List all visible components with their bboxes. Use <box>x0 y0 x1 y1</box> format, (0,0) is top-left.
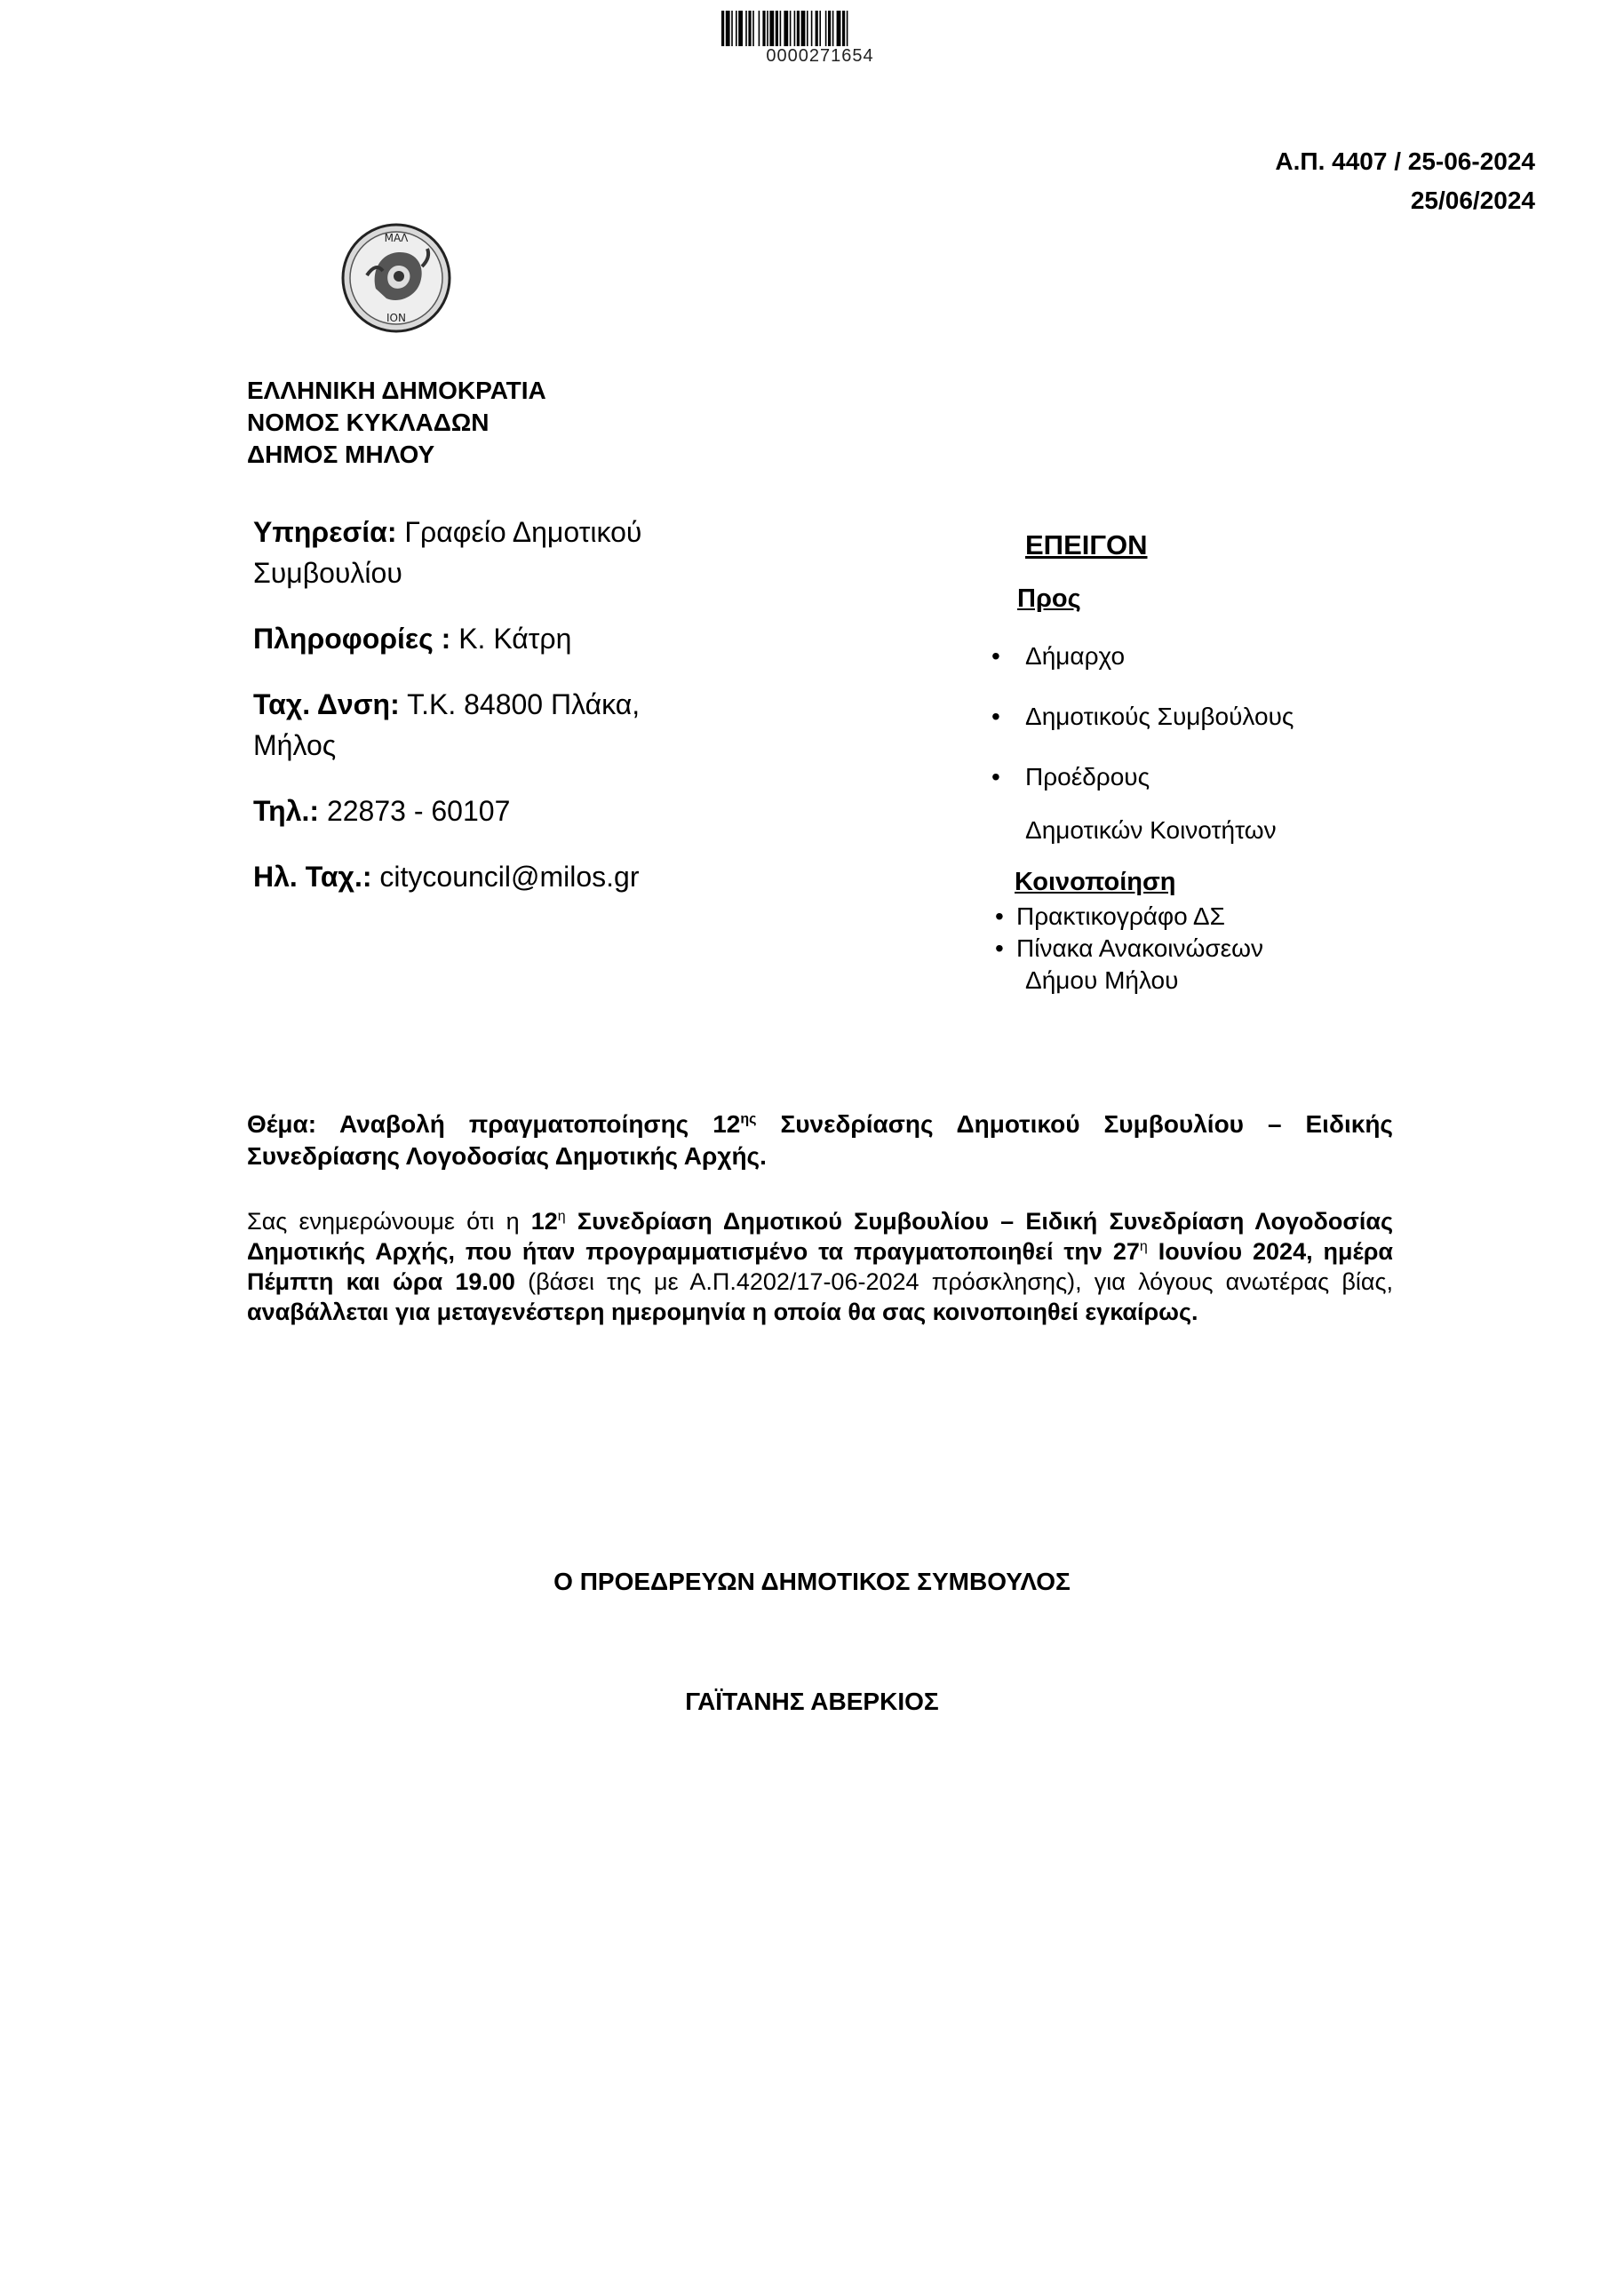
organization-header <box>247 375 546 471</box>
email-row <box>253 856 724 897</box>
to-list <box>986 642 1466 845</box>
phone-value: 22873 - 60107 <box>326 795 511 827</box>
recipients-block <box>986 529 1466 997</box>
address-value: Τ.Κ. 84800 Πλάκα, Μήλος <box>253 688 641 761</box>
cc-item: • Πρακτικογράφο ΔΣ <box>986 901 1466 933</box>
address-label: Ταχ. Δνση: <box>253 688 400 720</box>
body-paragraph <box>247 1206 1393 1327</box>
cc-item: • Πίνακα Ανακοινώσεων <box>986 933 1466 965</box>
protocol-block <box>1275 142 1535 220</box>
subject-ordinal: ης <box>740 1111 757 1127</box>
info-row <box>253 618 724 659</box>
cc-item-continuation: Δήμου Μήλου <box>1025 966 1179 994</box>
municipal-seal-icon <box>340 222 452 334</box>
org-municipality: ΔΗΜΟΣ ΜΗΛΟΥ <box>247 441 435 468</box>
cc-heading: Κοινοποίηση <box>1015 868 1176 896</box>
body-text: Σας ενημερώνουμε ότι η <box>247 1208 531 1235</box>
to-item: • Προέδρους <box>986 763 1466 791</box>
phone-label: Τηλ.: <box>253 795 320 827</box>
contact-details <box>253 512 724 922</box>
to-item-continuation: Δημοτικών Κοινοτήτων <box>1025 816 1277 844</box>
subject-text: Θέμα: Αναβολή πραγματοποίησης 12 <box>247 1110 741 1138</box>
signature-name: ΓΑΪΤΑΝΗΣ ΑΒΕΡΚΙΟΣ <box>685 1688 939 1715</box>
address-row <box>253 684 724 766</box>
body-bold: Ιουνίου 2024, ημέρα Πέμπτη και ώρα 19.00 <box>247 1238 1393 1295</box>
body-bold: 12 <box>530 1208 558 1235</box>
body-ordinal: η <box>557 1209 566 1224</box>
to-item: • Δημοτικούς Συμβούλους <box>986 703 1466 731</box>
body-bold: αναβάλλεται για μεταγενέστερη ημερομηνία η οποία θα σας κοινοποιηθεί εγκαίρως. <box>247 1299 1198 1325</box>
info-value: Κ. Κάτρη <box>458 623 572 655</box>
body-bold: Συνεδρίαση Δημοτικού Συμβουλίου – Ειδική Συνεδρίαση Λογοδοσίας Δημοτικής Αρχής, που ήταν προγραμματισμένο τα πραγματοποιηθεί την 27 <box>247 1208 1393 1265</box>
service-label: Υπηρεσία: <box>253 516 397 548</box>
subject-text-rest: Συνεδρίασης Δημοτικού Συμβουλίου – Ειδικής Συνεδρίασης Λογοδοσίας Δημοτικής Αρχής. <box>247 1110 1393 1170</box>
org-prefecture: ΝΟΜΟΣ ΚΥΚΛΑΔΩΝ <box>247 409 490 436</box>
protocol-date: 25/06/2024 <box>1410 187 1535 214</box>
subject-line <box>247 1108 1393 1172</box>
body-ordinal: η <box>1139 1239 1148 1254</box>
urgent-label: ΕΠΕΙΓΟΝ <box>1025 529 1148 560</box>
service-value: Γραφείο Δημοτικού Συμβουλίου <box>253 516 642 589</box>
email-label: Ηλ. Ταχ.: <box>253 861 372 893</box>
org-country: ΕΛΛΗΝΙΚΗ ΔΗΜΟΚΡΑΤΙΑ <box>247 377 546 404</box>
info-label: Πληροφορίες : <box>253 623 451 655</box>
protocol-number: Α.Π. 4407 / 25-06-2024 <box>1275 147 1535 175</box>
cc-list <box>986 901 1466 997</box>
body-text: (βάσει της με Α.Π.4202/17-06-2024 πρόσκλησης), για λόγους ανωτέρας βίας, <box>514 1268 1393 1295</box>
barcode <box>720 11 920 46</box>
to-heading: Προς <box>1017 584 1081 613</box>
service-row <box>253 512 724 593</box>
phone-row <box>253 790 724 831</box>
svg-text:ΜΑΛ: ΜΑΛ <box>384 232 409 244</box>
email-value: citycouncil@milos.gr <box>379 861 640 893</box>
to-item: • Δήμαρχο <box>986 642 1466 671</box>
svg-text:ΙΟΝ: ΙΟΝ <box>386 312 406 324</box>
signature-title: Ο ΠΡΟΕΔΡΕΥΩΝ ΔΗΜΟΤΙΚΟΣ ΣΥΜΒΟΥΛΟΣ <box>553 1568 1071 1595</box>
barcode-number: 0000271654 <box>766 46 874 66</box>
